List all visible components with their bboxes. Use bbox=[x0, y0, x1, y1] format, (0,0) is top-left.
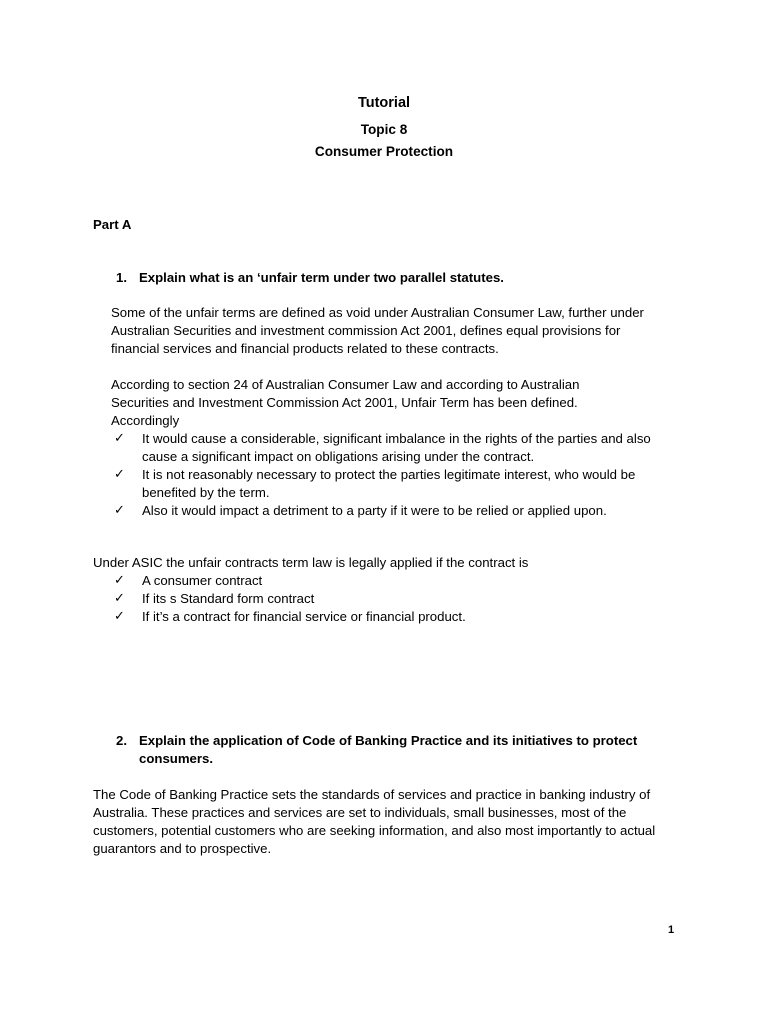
checkmark-icon: ✓ bbox=[114, 573, 125, 588]
question-1-paragraph-2: According to section 24 of Australian Consumer Law and according to Australian Securities and Investment Commission Act 2001, Unfair Term has been defined. Accordingly bbox=[111, 377, 580, 428]
list-item bbox=[114, 466, 674, 502]
document-subtitle: Consumer Protection bbox=[314, 144, 454, 159]
asic-intro: Under ASIC the unfair contracts term law is legally applied if the contract is bbox=[93, 555, 529, 570]
list-item bbox=[114, 502, 674, 520]
question-1-paragraph-1: Some of the unfair terms are defined as void under Australian Consumer Law, further under Australian Securities and investment commission Act 2001, defines equal provisions for financial services and financial products related to these contracts. bbox=[111, 305, 644, 356]
list-item bbox=[114, 590, 674, 608]
asic-checklist bbox=[114, 572, 674, 626]
list-item bbox=[114, 608, 674, 626]
list-item-text: It is not reasonably necessary to protect the parties legitimate interest, who would be benefited by the term. bbox=[142, 467, 636, 500]
question-2-number: 2. bbox=[116, 733, 127, 748]
checkmark-icon: ✓ bbox=[114, 503, 125, 518]
topic-heading: Topic 8 bbox=[360, 122, 408, 137]
list-item-text: If it’s a contract for financial service or financial product. bbox=[142, 609, 466, 624]
checkmark-icon: ✓ bbox=[114, 591, 125, 606]
list-item-text: A consumer contract bbox=[142, 573, 263, 588]
document-title: Tutorial bbox=[357, 95, 411, 111]
list-item-text: If its s Standard form contract bbox=[142, 591, 315, 606]
checkmark-icon: ✓ bbox=[114, 609, 125, 624]
question-2-paragraph: The Code of Banking Practice sets the standards of services and practice in banking industry of Australia. These practices and services are set to individuals, small businesses, most of the customers, potential customers who are seeking information, and also most importantly to actual guarantors and to prospective. bbox=[93, 787, 656, 856]
question-1-checklist bbox=[114, 430, 674, 520]
checkmark-icon: ✓ bbox=[114, 431, 125, 446]
page-number: 1 bbox=[668, 924, 675, 936]
question-1-number: 1. bbox=[116, 270, 127, 285]
list-item bbox=[114, 572, 674, 590]
question-2-heading: Explain the application of Code of Banking Practice and its initiatives to protect consumers. bbox=[139, 733, 638, 766]
checkmark-icon: ✓ bbox=[114, 467, 125, 482]
list-item-text: Also it would impact a detriment to a party if it were to be relied or applied upon. bbox=[142, 503, 607, 518]
list-item bbox=[114, 430, 674, 466]
list-item-text: It would cause a considerable, significant imbalance in the rights of the parties and also cause a significant impact on obligations arising under the contract. bbox=[142, 431, 651, 464]
part-label: Part A bbox=[93, 217, 132, 232]
question-1-heading: Explain what is an ‘unfair term under two parallel statutes. bbox=[139, 270, 504, 285]
